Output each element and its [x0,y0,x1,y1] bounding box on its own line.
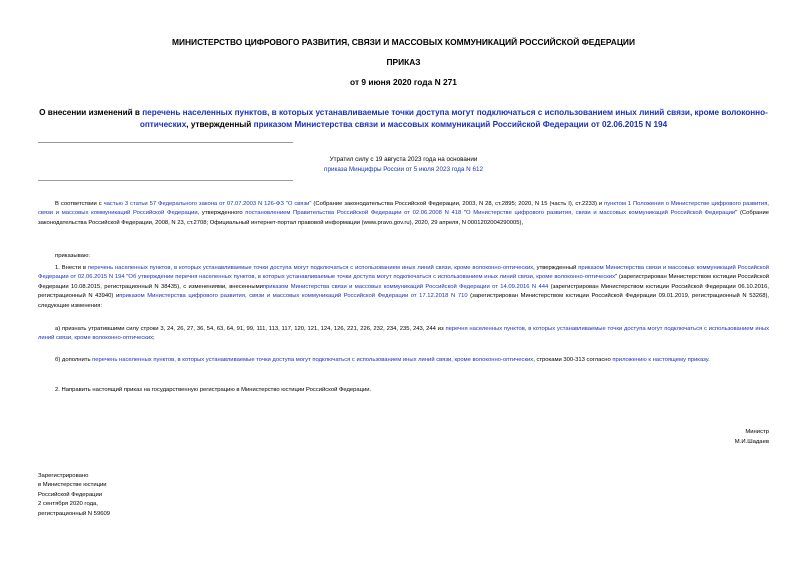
link-ministry-regulation[interactable]: О Министерстве цифрового развития, связи и массовых коммуникаций Российской Федерации [466,210,736,217]
registration-line-5: регистрационный N 59609 [38,510,111,517]
link-decree-418[interactable]: постановлением Правительства Российской Федерации от 02.06.2008 N 418 [245,210,462,217]
registration-line-3: Российской Федерации [38,491,103,498]
registration-block [38,472,110,519]
status-link[interactable]: приказа Минцифры России от 5 июля 2023 года N 612 [324,165,483,173]
item-b-text-3: . [708,357,710,363]
doc-type-heading: ПРИКАЗ [386,57,421,67]
title-text-2: , утвержденный [186,119,254,129]
registration-line-4: 2 сентября 2020 года, [38,501,98,508]
item-1-paragraph [38,264,769,311]
link-law-126fz[interactable]: частью 3 статьи 57 Федерального закона от 07.07.2003 N 126-ФЗ "О связи" [103,201,312,207]
item-b-text-1: б) дополнить [55,357,93,363]
item1-text-5: (зарегистрирован Министерством юстиции Российской Федерации 06.10.2016, регистрационный N 43940) и [38,283,769,300]
item-a-paragraph [38,325,769,344]
item1-text-6: (зарегистрирован Министерством юстиции Российской Федерации 09.01.2019, регистрационный N 53268), следующие изменения: [38,293,770,309]
status-note [0,155,807,174]
item1-link-order-710[interactable]: приказом Министерства цифрового развития, связи и массовых коммуникаций Российской Федерации от 17.12.2018 N 710 [119,293,468,300]
registration-line-1: Зарегистрировано [38,473,89,479]
item1-link-order-444[interactable]: приказом Министерства связи и массовых коммуникаций Российской Федерации от 14.09.2016 N 444 [262,283,549,290]
title-link-list[interactable]: перечень населенных пунктов, в которых устанавливаемые точки доступа могут подключаться с использованием иных линий связи, кроме волоконно-оптических [139,108,768,129]
link-regulation-point1[interactable]: пунктом 1 Положения о Министерстве цифрового развития, связи и массовых коммуникаций Российской Федерации [38,201,769,217]
divider-top [38,142,293,143]
title-text-1: О внесении изменений в [39,108,143,117]
ministry-heading: МИНИСТЕРСТВО ЦИФРОВОГО РАЗВИТИЯ, СВЯЗИ И МАССОВЫХ КОММУНИКАЦИЙ РОССИЙСКОЙ ФЕДЕРАЦИИ [172,37,635,47]
signature-position: Министр [745,429,769,435]
item1-link-list[interactable]: перечень населенных пунктов, в которых устанавливаемые точки доступа могут подключаться с использованием иных линий связи, кроме волоконно-оптических [87,265,534,271]
item-a-text-2: ; [153,335,155,342]
item-b-link-appendix[interactable]: приложению к настоящему приказу [612,357,709,363]
signature-name: М.И.Шадаев [734,438,769,445]
signature-block [735,428,769,448]
item-a-link-list[interactable]: перечня населенных пунктов, в которых устанавливаемые точки доступа могут подключаться с использованием иных линий связи, кроме волоконно-оптических [38,326,769,342]
item1-text-2: , утвержденный [533,265,579,271]
item-b-text-2: , строками 300-313 согласно [533,357,613,363]
item-b-paragraph [38,356,769,365]
order-word: приказываю: [55,253,91,259]
order-date-number: от 9 июня 2020 года N 271 [350,77,457,87]
item1-link-approval[interactable]: Об утверждении перечня населенных пунктов, в которых устанавливаемые точки доступа могут подключаться с использованием иных линий связи, кроме волоконно-оптических [128,274,616,281]
preamble-text-2: (Собрание законодательства Российской Федерации, 2003, N 28, ст.2895; 2020, N 15 (часть I), ст.2233) и [311,201,605,207]
item1-text-4: " (зарегистрирован Министерством юстиции Российской Федерации 10.08.2015, регистрационный N 38435), с изменениями, внесенными [38,274,769,290]
item-2-paragraph: 2. Направить настоящий приказ на государственную регистрацию в Министерство юстиции Российской Федерации. [55,387,372,393]
preamble-paragraph [38,200,769,228]
item1-text-1: 1. Внести в [55,265,88,271]
registration-line-2: в Министерстве юстиции [38,482,107,489]
item-b-link-list[interactable]: перечень населенных пунктов, в которых устанавливаемые точки доступа могут подключаться с использованием иных линий связи, кроме волоконно-оптических [92,357,534,363]
status-line: Утратил силу с 19 августа 2023 года на основании [329,156,478,163]
divider-bottom [38,180,293,181]
order-title [20,107,787,130]
preamble-text-1: В соответствии с [55,201,104,207]
preamble-text-3: , утвержденного [197,210,246,217]
preamble-text-4: " [461,210,467,217]
item1-text-3: " [124,274,129,281]
item1-link-order-194[interactable]: приказом Министерства связи и массовых коммуникаций Российской Федерации от 02.06.2015 N 194 [38,265,769,281]
item-a-text-1: а) признать утратившими силу строки 3, 24, 26, 27, 36, 54, 63, 64, 91, 99, 111, 113, 117, 120, 121, 124, 126, 221, 226, 232, 234, 235, 243, 244 из [55,326,446,332]
preamble-text-5: " (Собрание законодательства Российской Федерации, 2008, N 23, ст.2708; Официальный интернет-портал правовой информации (www.pravo.gov.ru), 2020, 29 апреля, N 0001202004290005), [38,210,769,226]
title-link-order[interactable]: приказом Министерства связи и массовых коммуникаций Российской Федерации от 02.06.2015 N 194 [253,119,668,129]
